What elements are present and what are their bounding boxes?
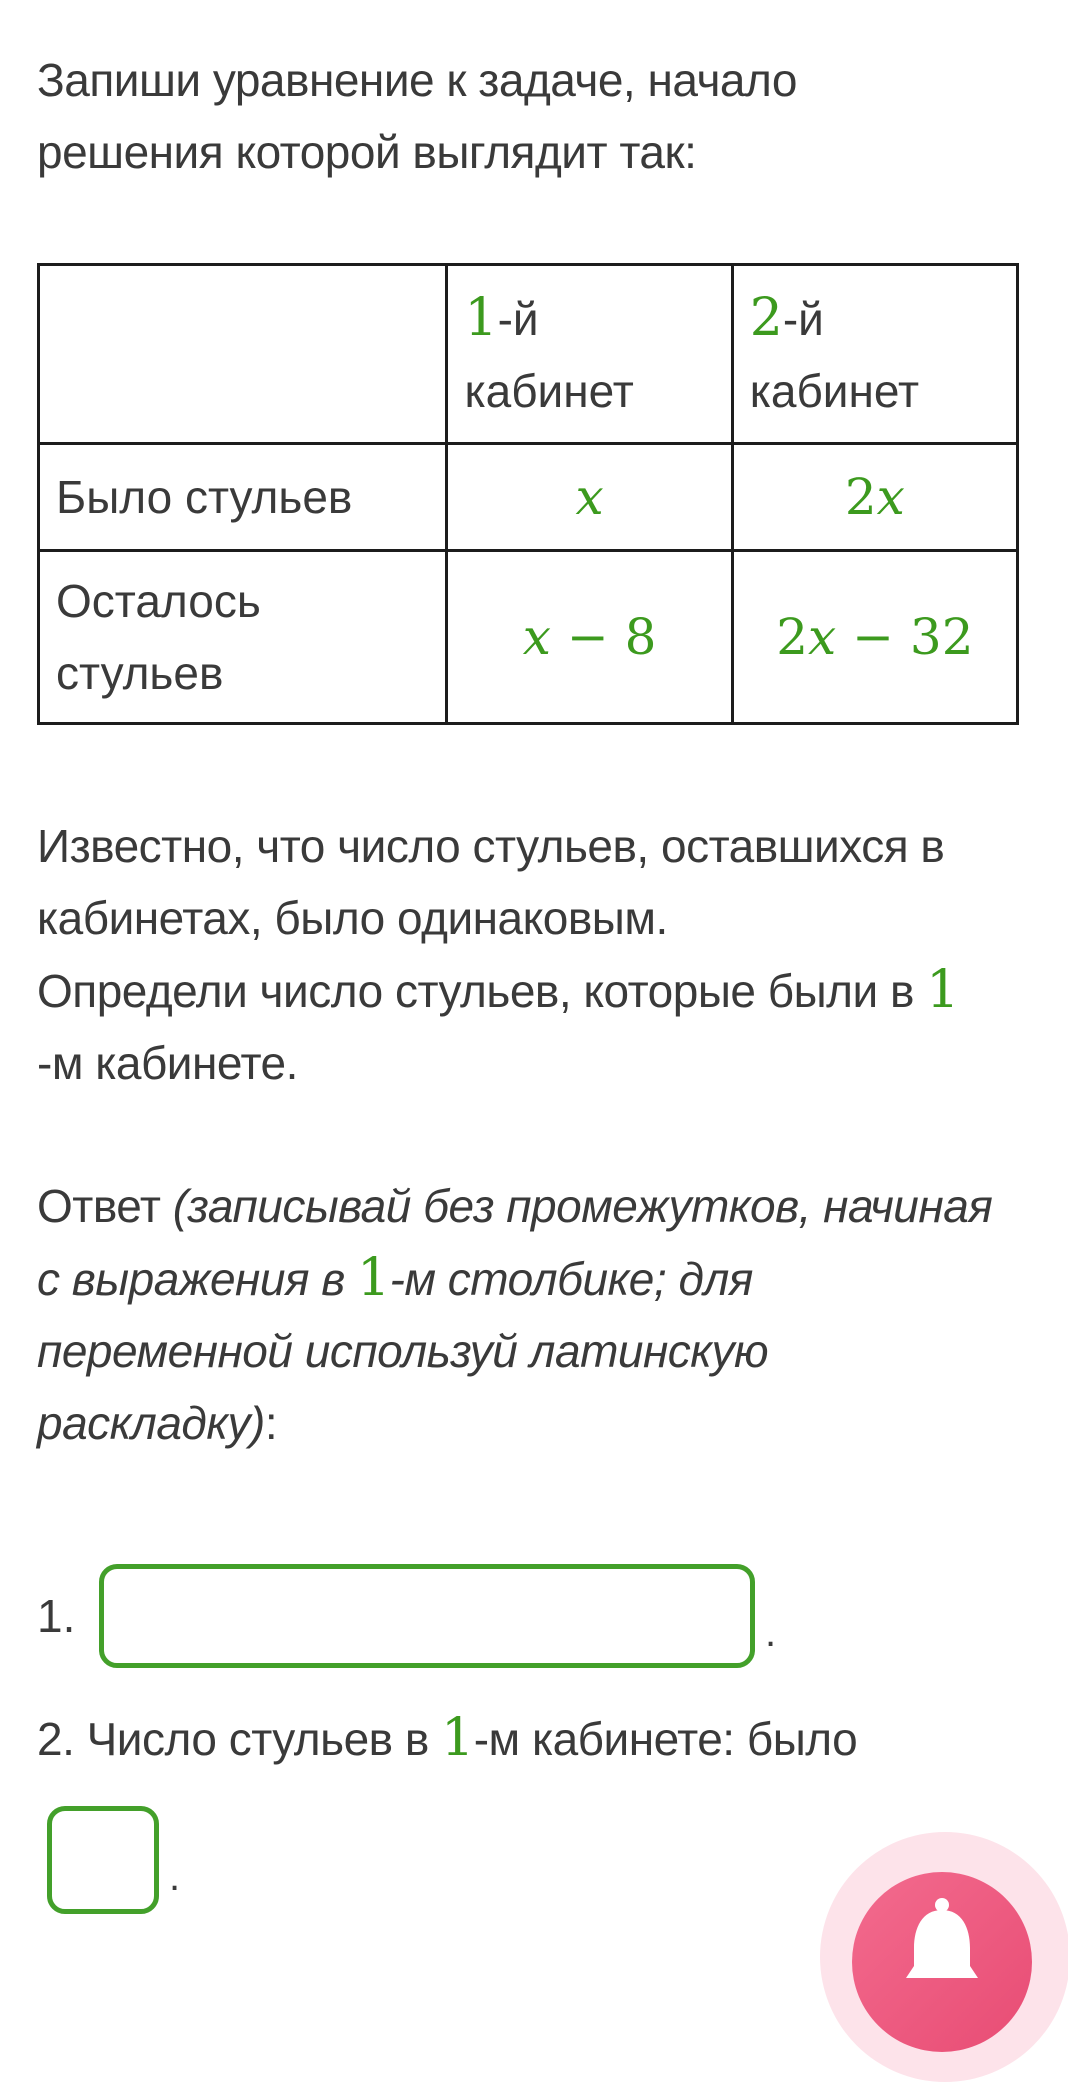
header-cabinet-2 (732, 265, 1017, 444)
table-row (39, 551, 1018, 724)
question-1-label: 1. (37, 1590, 76, 1642)
question-2-text-a: 2. Число стульев в (37, 1713, 442, 1765)
math-coef: 2 (844, 467, 877, 526)
header-cabinet-1 (447, 265, 732, 444)
hint-line-1 (37, 1170, 1037, 1242)
notification-button[interactable] (852, 1872, 1032, 2052)
question-1-trailing-dot: . (765, 1610, 777, 1655)
condition-number: 1 (926, 960, 959, 1020)
row-label-was: Было стульев (39, 444, 447, 551)
row-label-left (39, 551, 447, 724)
hint-line-2 (37, 1242, 1037, 1315)
cabinet-1-suffix: -й (497, 292, 539, 345)
question-2-number: 1 (441, 1708, 474, 1768)
cell-was-cabinet-2 (732, 444, 1017, 551)
table-row (39, 444, 1018, 551)
cabinet-2-suffix: -й (782, 292, 824, 345)
row-label-left-line-1: Осталось (56, 575, 261, 627)
hint-line-4 (37, 1387, 1037, 1459)
table-corner-cell (39, 265, 447, 444)
chairs-count-input[interactable] (47, 1806, 159, 1914)
condition-line-3 (37, 954, 1037, 1027)
cabinet-2-number: 2 (749, 287, 783, 348)
cabinet-1-number: 1 (464, 287, 498, 348)
math-rest: − 32 (836, 607, 974, 666)
question-2-text (37, 1702, 857, 1775)
math-coef: 2 (776, 607, 808, 666)
hint-line-1-italic: (записывай без промежутков, начиная (172, 1180, 993, 1232)
data-table (37, 263, 1019, 725)
condition-line-2: кабинетах, было одинаковым. (37, 892, 668, 944)
math-x: x (522, 607, 551, 666)
cell-was-cabinet-1 (447, 444, 732, 551)
task-intro (37, 44, 1027, 188)
question-2-trailing-dot: . (169, 1854, 181, 1899)
hint-line-2-a: с выражения в (37, 1253, 358, 1305)
condition-line-1: Известно, что число стульев, оставшихся в (37, 820, 945, 872)
answer-hint (37, 1170, 1037, 1459)
intro-line-1: Запиши уравнение к задаче, начало (37, 54, 797, 106)
cell-left-cabinet-1 (447, 551, 732, 724)
table-header-row (39, 265, 1018, 444)
condition-line-4: -м кабинете. (37, 1037, 298, 1089)
hint-prefix: Ответ (37, 1180, 173, 1232)
hint-line-3: переменной используй латинскую (37, 1325, 769, 1377)
math-x: x (876, 467, 905, 526)
question-1 (37, 1564, 776, 1668)
bell-icon (904, 1896, 980, 1996)
hint-line-2-b: -м столбике; для (389, 1253, 753, 1305)
condition-line-3-text: Определи число стульев, которые были в (37, 965, 927, 1017)
hint-suffix: : (264, 1397, 278, 1449)
hint-line-4-italic: раскладку) (37, 1397, 265, 1449)
math-x: x (575, 467, 604, 526)
math-x: x (808, 607, 837, 666)
row-label-left-line-2: стульев (56, 647, 224, 699)
cabinet-2-word: кабинет (749, 364, 920, 417)
question-2 (37, 1702, 857, 1775)
intro-line-2: решения которой выглядит так: (37, 126, 697, 178)
math-rest: − 8 (550, 607, 657, 666)
condition-text (37, 810, 1037, 1099)
cell-left-cabinet-2 (732, 551, 1017, 724)
question-2-answer (47, 1806, 180, 1914)
equation-input[interactable] (99, 1564, 755, 1668)
question-2-text-b: -м кабинете: было (473, 1713, 858, 1765)
hint-number: 1 (357, 1248, 390, 1308)
cabinet-1-word: кабинет (464, 364, 634, 417)
